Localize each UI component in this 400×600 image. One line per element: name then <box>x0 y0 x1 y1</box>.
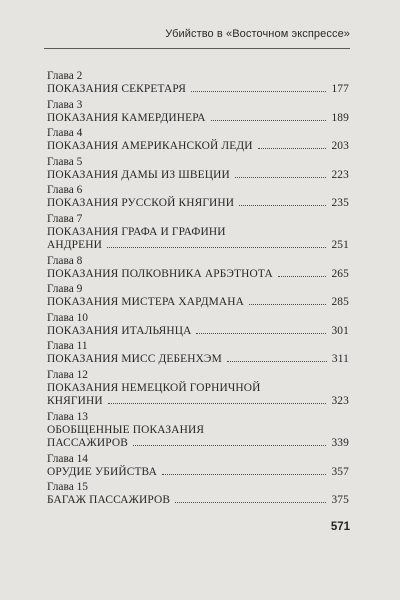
toc-line <box>47 140 349 154</box>
chapter-title: ПОКАЗАНИЯ РУССКОЙ КНЯГИНИ <box>47 197 235 209</box>
toc-page-number: 203 <box>331 140 349 152</box>
chapter-label: Глава 4 <box>47 127 83 139</box>
toc-line <box>47 169 349 183</box>
dot-leader <box>191 91 327 92</box>
toc-line <box>47 239 349 253</box>
toc-line <box>47 112 349 126</box>
toc-entry <box>47 411 349 451</box>
dot-leader <box>107 247 326 248</box>
toc-page-number: 235 <box>331 197 349 209</box>
dot-leader <box>239 205 326 206</box>
page-number: 571 <box>330 521 350 533</box>
chapter-title: ПОКАЗАНИЯ СЕКРЕТАРЯ <box>47 83 186 95</box>
toc-entry <box>47 156 349 183</box>
chapter-label: Глава 15 <box>47 481 88 493</box>
chapter-title: ПОКАЗАНИЯ НЕМЕЦКОЙ ГОРНИЧНОЙ <box>47 381 261 394</box>
chapter-label: Глава 14 <box>47 452 88 465</box>
toc-entry <box>47 255 349 282</box>
toc-page-number: 375 <box>331 494 349 506</box>
chapter-label: Глава 3 <box>47 98 83 111</box>
running-header: Убийство в «Восточном экспрессе» <box>165 28 350 40</box>
chapter-label: Глава 2 <box>47 70 83 82</box>
dot-leader <box>235 177 327 178</box>
toc-page-number: 285 <box>331 296 349 308</box>
toc-page-number: 251 <box>331 239 349 251</box>
chapter-title: ПОКАЗАНИЯ МИСС ДЕБЕНХЭМ <box>47 353 222 365</box>
toc-entry <box>47 340 349 367</box>
toc-line <box>47 197 349 211</box>
chapter-title: ОРУДИЕ УБИЙСТВА <box>47 465 157 478</box>
toc-entry <box>47 283 349 310</box>
dot-leader <box>211 120 327 121</box>
dot-leader <box>162 474 326 475</box>
toc-page-number: 323 <box>331 395 349 407</box>
toc-entry <box>47 213 349 253</box>
chapter-title: ПОКАЗАНИЯ МИСТЕРА ХАРДМАНА <box>47 296 245 308</box>
dot-leader <box>249 304 326 305</box>
toc-line <box>47 395 349 409</box>
chapter-label: Глава 12 <box>47 368 88 381</box>
toc-page-number: 189 <box>331 111 349 124</box>
toc-line <box>47 437 349 451</box>
toc-entry <box>47 312 349 339</box>
chapter-title: ПАССАЖИРОВ <box>47 437 128 449</box>
toc-page-number: 311 <box>331 353 349 365</box>
toc-entry <box>47 99 349 126</box>
chapter-title: ОБОБЩЕННЫЕ ПОКАЗАНИЯ <box>47 423 205 436</box>
dot-leader <box>227 361 327 362</box>
toc-entry <box>47 184 349 211</box>
toc-line <box>47 296 349 310</box>
toc-entry <box>47 481 349 508</box>
chapter-title: ПОКАЗАНИЯ ИТАЛЬЯНЦА <box>47 324 192 337</box>
chapter-label: Глава 6 <box>47 184 83 196</box>
toc-page-number: 265 <box>331 267 349 280</box>
toc-entry <box>47 453 349 480</box>
toc-line <box>47 353 349 367</box>
toc-page-number: 339 <box>331 437 349 449</box>
header-rule <box>44 48 350 49</box>
dot-leader <box>133 445 326 446</box>
dot-leader <box>196 333 326 334</box>
chapter-label: Глава 13 <box>47 410 88 423</box>
dot-leader <box>258 148 327 149</box>
toc-entry <box>47 127 349 154</box>
dot-leader <box>108 403 327 404</box>
chapter-label: Глава 11 <box>47 340 88 352</box>
dot-leader <box>175 502 326 503</box>
toc-page-number: 223 <box>331 168 349 181</box>
toc-line <box>47 466 349 480</box>
chapter-title: КНЯГИНИ <box>47 395 103 407</box>
chapter-label: Глава 5 <box>47 155 83 168</box>
chapter-title: ПОКАЗАНИЯ ПОЛКОВНИКА АРБЭТНОТА <box>47 267 273 280</box>
chapter-label: Глава 8 <box>47 254 83 267</box>
table-of-contents <box>47 70 349 510</box>
toc-line <box>47 494 349 508</box>
chapter-title: ПОКАЗАНИЯ ГРАФА И ГРАФИНИ <box>47 225 226 238</box>
toc-entry <box>47 70 349 97</box>
toc-line <box>47 325 349 339</box>
chapter-label: Глава 10 <box>47 311 88 324</box>
chapter-title: ПОКАЗАНИЯ КАМЕРДИНЕРА <box>47 111 206 124</box>
chapter-label: Глава 9 <box>47 283 83 295</box>
toc-page-number: 177 <box>331 83 349 95</box>
toc-page-number: 301 <box>331 324 349 337</box>
chapter-title: БАГАЖ ПАССАЖИРОВ <box>47 494 171 506</box>
chapter-title: ПОКАЗАНИЯ АМЕРИКАНСКОЙ ЛЕДИ <box>47 140 253 152</box>
toc-page-number: 357 <box>331 465 349 478</box>
toc-entry <box>47 369 349 409</box>
chapter-title: ПОКАЗАНИЯ ДАМЫ ИЗ ШВЕЦИИ <box>47 168 230 181</box>
chapter-title: АНДРЕНИ <box>47 239 103 251</box>
chapter-label: Глава 7 <box>47 212 83 225</box>
toc-line <box>47 268 349 282</box>
dot-leader <box>278 276 327 277</box>
toc-line <box>47 83 349 97</box>
